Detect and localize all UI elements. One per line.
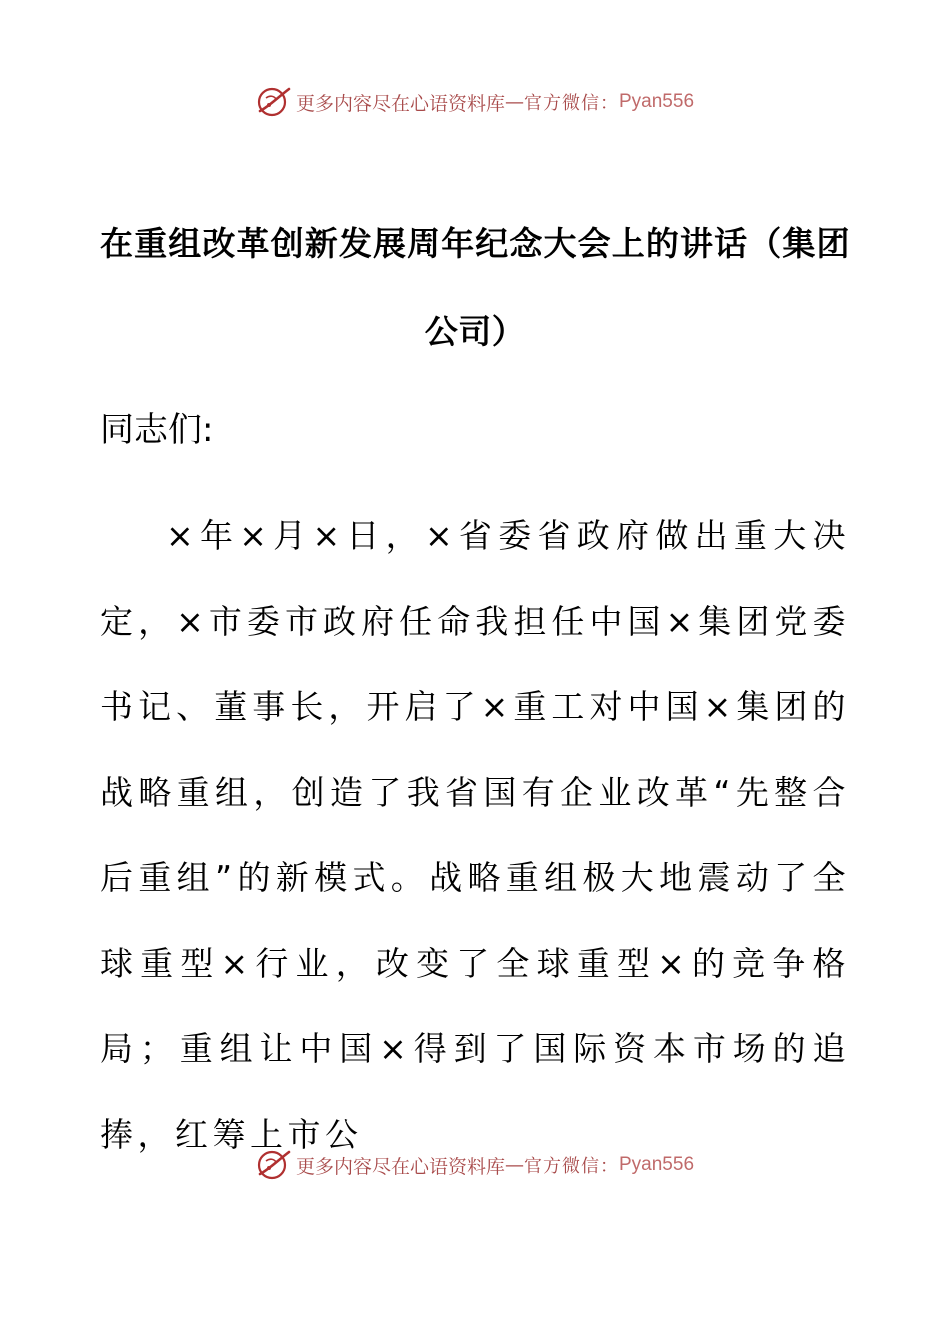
salutation: 同志们:: [100, 410, 214, 450]
brush-circle-logo-icon: [256, 1148, 292, 1182]
banner-main-text: 更多内容尽在心语资料库: [295, 92, 505, 115]
banner-dash: —: [505, 1154, 524, 1176]
footer-banner: [0, 1145, 950, 1185]
brush-circle-logo-icon: [256, 85, 292, 119]
document-title: 在重组改革创新发展周年纪念大会上的讲话（集团公司）: [100, 224, 850, 351]
banner-dash: —: [505, 91, 524, 113]
banner-sub-text: 官方微信：: [524, 1156, 619, 1177]
header-banner-content: [256, 85, 694, 119]
banner-sub-text: 官方微信：: [524, 93, 619, 114]
body-paragraph: ×年×月×日，×省委省政府做出重大决定，×市委市政府任命我担任中国×集团党委书记、董事长，开启了×重工对中国×集团的战略重组，创造了我省国有企业改革“先整合后重组”的新模式。战略重组极大地震动了全球重型×行业，改变了全球重型×的竞争格局；重组让中国×得到了国际资本市场的追捧，红筹上市公: [100, 516, 850, 1154]
banner-main-text: 更多内容尽在心语资料库: [295, 1155, 505, 1178]
footer-banner-content: [256, 1148, 694, 1182]
banner-wechat-id: Pyan556: [619, 1154, 695, 1175]
header-banner: [0, 82, 950, 122]
banner-wechat-id: Pyan556: [619, 91, 695, 112]
